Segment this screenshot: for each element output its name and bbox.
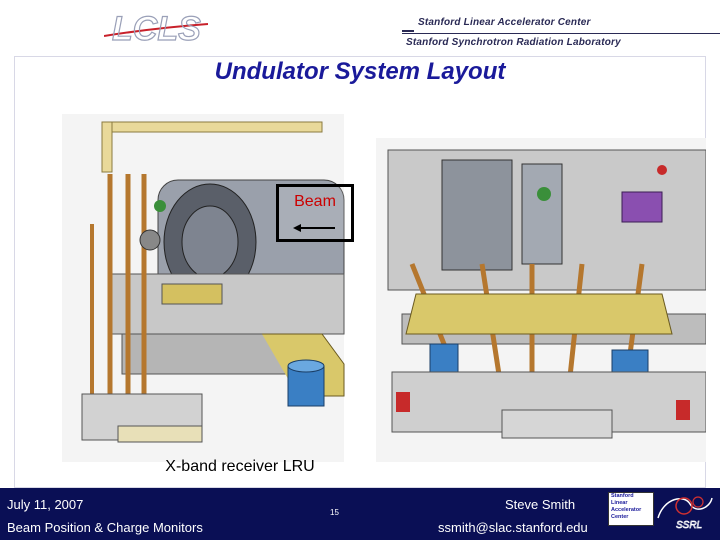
page-number: 15: [330, 508, 339, 517]
slide-title: Undulator System Layout: [214, 58, 506, 85]
org-name-slac: Stanford Linear Accelerator Center: [418, 17, 591, 28]
slac-logo-line: Center: [611, 514, 629, 520]
header: [0, 0, 720, 58]
beam-label: Beam: [294, 193, 336, 210]
org-name-ssrl: Stanford Synchrotron Radiation Laboratory: [406, 37, 621, 48]
beam-direction-arrow-icon: [293, 223, 337, 233]
slac-logo-line: Accelerator: [611, 507, 642, 513]
header-rule-2: [402, 33, 720, 34]
svg-text:SSRL: SSRL: [676, 520, 703, 531]
beam-indicator: [276, 184, 354, 242]
footer-email: ssmith@slac.stanford.edu: [438, 520, 588, 535]
lcls-logo: [104, 6, 208, 48]
slac-logo-line: Stanford: [611, 493, 634, 499]
svg-text:LCLS: LCLS: [112, 10, 201, 48]
figure-caption: X-band receiver LRU: [165, 458, 315, 475]
ssrl-logo: [654, 488, 716, 534]
slac-logo-line: Linear: [611, 500, 628, 506]
slac-logo: [608, 492, 654, 526]
footer-subtitle: Beam Position & Charge Monitors: [7, 520, 203, 535]
header-rule-1: [402, 30, 414, 32]
footer-author: Steve Smith: [505, 497, 576, 512]
footer-date: July 11, 2007: [7, 497, 84, 512]
undulator-rendering: [62, 114, 706, 462]
